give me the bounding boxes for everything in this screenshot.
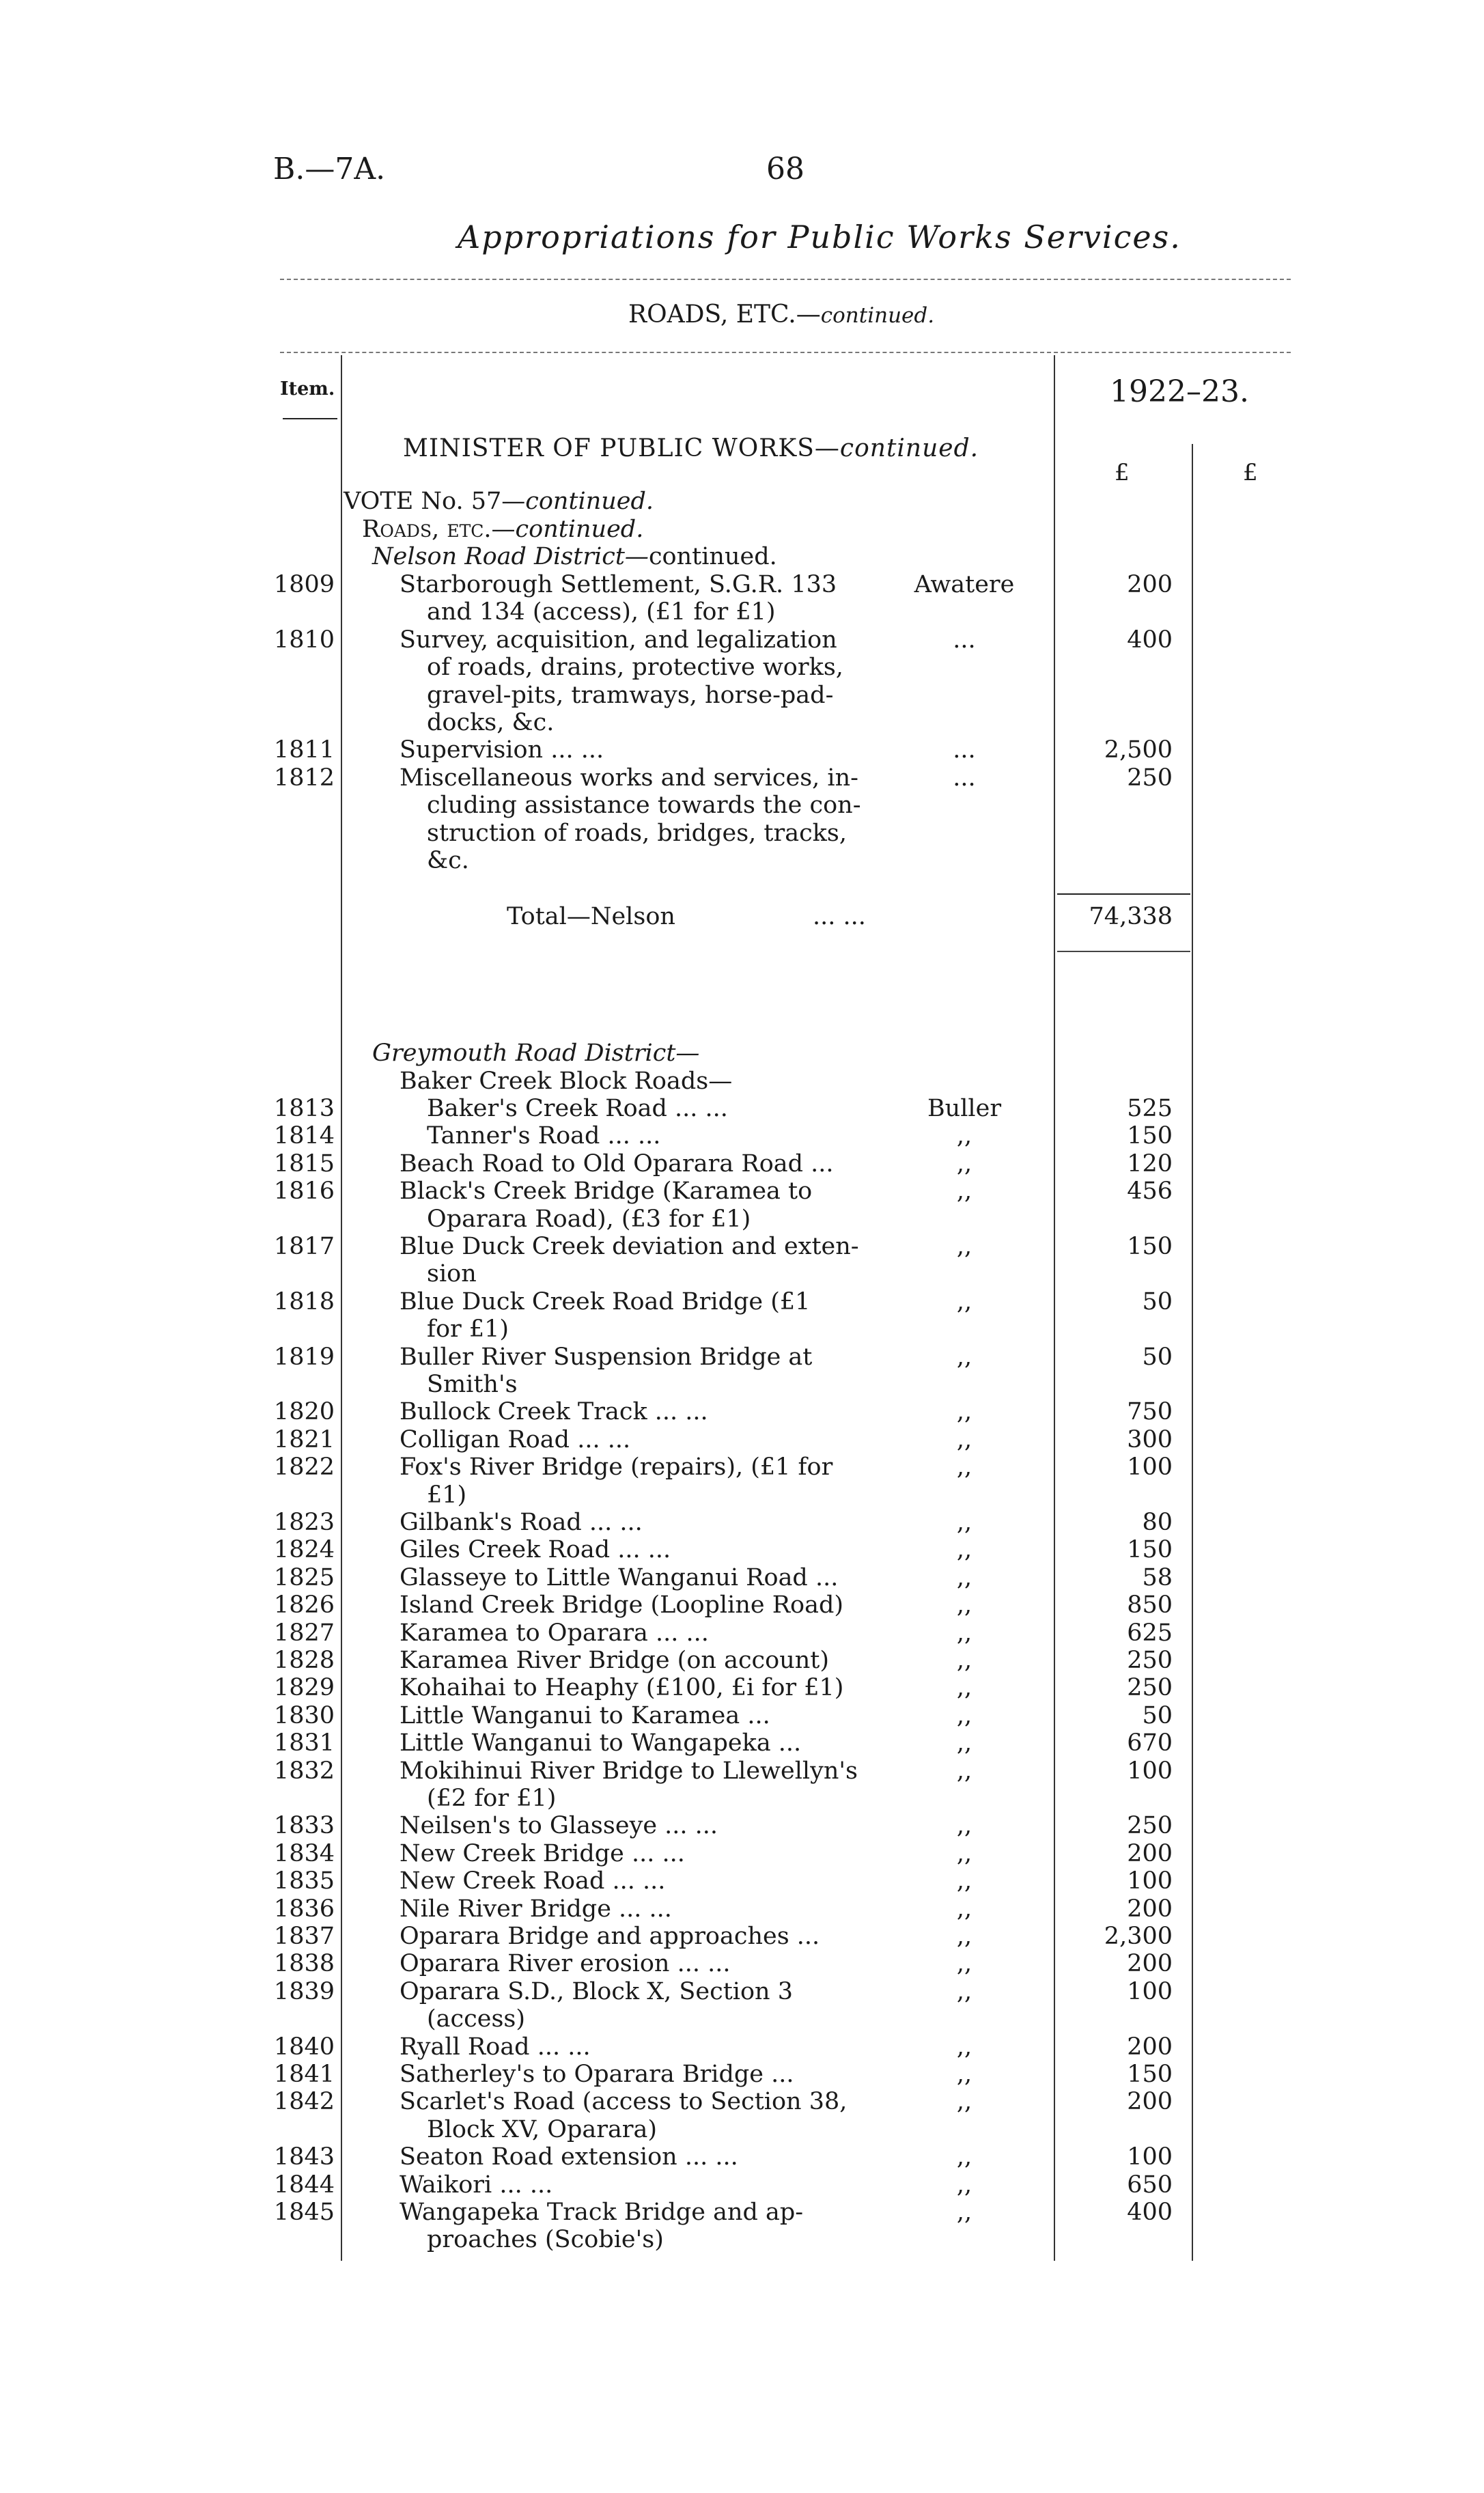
item-amount: 850: [1127, 1591, 1173, 1619]
item-amount: 200: [1127, 2033, 1173, 2061]
item-description: Gilbank's Road ... ...: [400, 1509, 643, 1536]
item-description: Beach Road to Old Oparara Road ...: [400, 1150, 834, 1178]
item-description: Kohaihai to Heaphy (£100, £i for £1): [400, 1674, 844, 1702]
page-number: 68: [766, 152, 804, 186]
item-location: ,,: [956, 1647, 972, 1674]
item-number: 1823: [273, 1509, 335, 1536]
item-number: 1845: [273, 2199, 335, 2226]
item-description: Scarlet's Road (access to Section 38,: [400, 2088, 848, 2116]
item-description-continued: (access): [427, 2005, 526, 2033]
item-number: 1840: [273, 2033, 335, 2061]
item-description: Giles Creek Road ... ...: [400, 1536, 671, 1564]
item-number: 1809: [273, 571, 335, 598]
item-number: 1829: [273, 1674, 335, 1702]
item-location: ,,: [956, 1398, 972, 1426]
item-location: ,,: [956, 1757, 972, 1785]
item-number: 1827: [273, 1619, 335, 1647]
item-description: Oparara River erosion ... ...: [400, 1950, 731, 1978]
item-amount: 150: [1127, 2061, 1173, 2088]
item-amount: 525: [1127, 1095, 1173, 1122]
item-description: Glasseye to Little Wanganui Road ...: [400, 1563, 839, 1591]
item-number: 1842: [273, 2088, 335, 2116]
item-number: 1837: [273, 1923, 335, 1950]
item-description: Nile River Bridge ... ...: [400, 1895, 672, 1923]
item-description: Blue Duck Creek Road Bridge (£1: [400, 1287, 811, 1315]
item-number: 1830: [273, 1701, 335, 1729]
item-location: ...: [953, 736, 976, 764]
item-number: 1812: [273, 764, 335, 792]
section-heading: ROADS, ETC.—continued.: [628, 301, 935, 329]
item-location: ,,: [956, 1839, 972, 1867]
item-amount: 456: [1127, 1178, 1173, 1206]
item-description: Seaton Road extension ... ...: [400, 2143, 738, 2171]
item-description-continued: gravel-pits, tramways, horse-pad-: [427, 681, 834, 709]
title-rule: [280, 279, 1291, 280]
item-location: ...: [953, 626, 976, 654]
item-amount: 2,300: [1104, 1923, 1173, 1950]
nelson-total-label: Total—Nelson: [507, 903, 675, 930]
item-number: 1841: [273, 2061, 335, 2088]
item-description: Wangapeka Track Bridge and ap-: [400, 2199, 804, 2226]
item-number: 1824: [273, 1536, 335, 1564]
nelson-total-dots: ... ...: [813, 903, 866, 930]
item-description: Supervision ... ...: [400, 736, 604, 764]
item-amount: 50: [1142, 1287, 1173, 1315]
item-number: 1832: [273, 1757, 335, 1785]
item-description: Colligan Road ... ...: [400, 1425, 631, 1453]
item-description: Miscellaneous works and services, in-: [400, 764, 858, 792]
item-amount: 100: [1127, 1977, 1173, 2005]
item-amount: 250: [1127, 1674, 1173, 1702]
item-location: ,,: [956, 1591, 972, 1619]
item-number: 1820: [273, 1398, 335, 1426]
item-amount: 100: [1127, 1867, 1173, 1895]
item-description-continued: &c.: [427, 847, 469, 874]
item-amount: 100: [1127, 1757, 1173, 1785]
item-number: 1815: [273, 1150, 335, 1178]
item-number: 1816: [273, 1178, 335, 1206]
pound-symbol-1: £: [1115, 459, 1130, 486]
item-amount: 750: [1127, 1398, 1173, 1426]
item-number: 1833: [273, 1812, 335, 1840]
item-description-continued: Smith's: [427, 1371, 518, 1398]
item-location: ,,: [956, 2171, 972, 2199]
item-location: ,,: [956, 1701, 972, 1729]
item-amount: 200: [1127, 1950, 1173, 1978]
item-description: New Creek Bridge ... ...: [400, 1839, 685, 1867]
item-description: Mokihinui River Bridge to Llewellyn's: [400, 1757, 858, 1785]
item-location: ,,: [956, 1674, 972, 1702]
item-location: ,,: [956, 1563, 972, 1591]
item-location: ,,: [956, 1867, 972, 1895]
item-location: ,,: [956, 2061, 972, 2088]
item-description-continued: (£2 for £1): [427, 1785, 557, 1812]
roads-heading: Roads, etc.—continued.: [362, 516, 644, 543]
item-amount: 250: [1127, 1812, 1173, 1840]
item-description: Buller River Suspension Bridge at: [400, 1343, 813, 1371]
item-number: 1826: [273, 1591, 335, 1619]
item-location: ,,: [956, 1729, 972, 1757]
item-location: ,,: [956, 1122, 972, 1150]
item-description: Fox's River Bridge (repairs), (£1 for: [400, 1453, 833, 1481]
amount-column-rule-right: [1192, 444, 1193, 2261]
item-description: Satherley's to Oparara Bridge ...: [400, 2061, 794, 2088]
item-amount: 250: [1127, 764, 1173, 792]
item-amount: 200: [1127, 1895, 1173, 1923]
item-number: 1814: [273, 1122, 335, 1150]
item-description: Waikori ... ...: [400, 2171, 553, 2199]
item-number: 1825: [273, 1563, 335, 1591]
item-number: 1813: [273, 1095, 335, 1122]
item-location: ,,: [956, 1977, 972, 2005]
table-top-rule: [280, 352, 1291, 353]
item-description: Ryall Road ... ...: [400, 2033, 591, 2061]
item-amount: 200: [1127, 571, 1173, 598]
item-number: 1818: [273, 1287, 335, 1315]
item-location: ,,: [956, 1178, 972, 1206]
item-location: ,,: [956, 1950, 972, 1978]
item-amount: 50: [1142, 1701, 1173, 1729]
item-amount: 650: [1127, 2171, 1173, 2199]
amount-column-rule-left: [1054, 355, 1055, 2261]
item-description-continued: Block XV, Oparara): [427, 2115, 658, 2143]
item-description: Little Wanganui to Wangapeka ...: [400, 1729, 802, 1757]
item-amount: 150: [1127, 1233, 1173, 1260]
item-amount: 2,500: [1104, 736, 1173, 764]
item-description: Starborough Settlement, S.G.R. 133: [400, 571, 837, 598]
item-description: Oparara Bridge and approaches ...: [400, 1923, 820, 1950]
item-description-continued: for £1): [427, 1315, 509, 1343]
item-location: ,,: [956, 1453, 972, 1481]
page-title: Appropriations for Public Works Services.: [458, 219, 1181, 255]
item-amount: 400: [1127, 2199, 1173, 2226]
item-description-continued: Oparara Road), (£3 for £1): [427, 1205, 751, 1233]
item-location: ,,: [956, 1895, 972, 1923]
item-description: Karamea River Bridge (on account): [400, 1647, 830, 1674]
item-amount: 670: [1127, 1729, 1173, 1757]
item-number: 1836: [273, 1895, 335, 1923]
item-amount: 150: [1127, 1536, 1173, 1564]
item-amount: 250: [1127, 1647, 1173, 1674]
item-description: Karamea to Oparara ... ...: [400, 1619, 709, 1647]
item-number: 1817: [273, 1233, 335, 1260]
item-number: 1819: [273, 1343, 335, 1371]
item-description: Little Wanganui to Karamea ...: [400, 1701, 770, 1729]
item-amount: 100: [1127, 2143, 1173, 2171]
document-reference: B.—7A.: [273, 152, 386, 186]
item-location: ,,: [956, 1150, 972, 1178]
item-number: 1821: [273, 1425, 335, 1453]
item-description: Neilsen's to Glasseye ... ...: [400, 1812, 718, 1840]
item-amount: 50: [1142, 1343, 1173, 1371]
item-number: 1828: [273, 1647, 335, 1674]
pound-symbol-2: £: [1243, 459, 1258, 486]
item-description-continued: docks, &c.: [427, 709, 555, 736]
item-location: ,,: [956, 1536, 972, 1564]
total-top-rule: [1057, 893, 1190, 895]
item-location: ,,: [956, 1287, 972, 1315]
item-location: ,,: [956, 1812, 972, 1840]
vote-heading: VOTE No. 57—continued.: [344, 488, 654, 515]
item-number: 1843: [273, 2143, 335, 2171]
item-location: Awatere: [914, 571, 1015, 598]
item-description: Baker's Creek Road ... ...: [427, 1095, 728, 1122]
item-description-continued: £1): [427, 1481, 467, 1509]
item-number: 1844: [273, 2171, 335, 2199]
item-description: New Creek Road ... ...: [400, 1867, 666, 1895]
item-number: 1839: [273, 1977, 335, 2005]
item-description: Tanner's Road ... ...: [427, 1122, 661, 1150]
item-description: Bullock Creek Track ... ...: [400, 1398, 708, 1426]
item-location: ,,: [956, 2199, 972, 2226]
item-location: ,,: [956, 1233, 972, 1260]
greymouth-district-heading: Greymouth Road District—: [372, 1040, 700, 1067]
item-description-continued: sion: [427, 1260, 477, 1288]
item-description-continued: cluding assistance towards the con-: [427, 792, 861, 820]
item-amount: 625: [1127, 1619, 1173, 1647]
item-number: 1838: [273, 1950, 335, 1978]
item-description: Black's Creek Bridge (Karamea to: [400, 1178, 813, 1206]
item-amount: 200: [1127, 1839, 1173, 1867]
item-amount: 400: [1127, 626, 1173, 654]
item-description: Island Creek Bridge (Loopline Road): [400, 1591, 844, 1619]
item-number: 1834: [273, 1839, 335, 1867]
item-column-header: Item.: [280, 378, 335, 400]
item-number: 1831: [273, 1729, 335, 1757]
item-location: ,,: [956, 2033, 972, 2061]
item-location: ,,: [956, 1509, 972, 1536]
item-amount: 200: [1127, 2088, 1173, 2116]
total-bottom-rule: [1057, 951, 1190, 952]
item-description-continued: struction of roads, bridges, tracks,: [427, 819, 847, 847]
item-amount: 150: [1127, 1122, 1173, 1150]
nelson-total-amount: 74,338: [1089, 903, 1173, 930]
item-description-continued: proaches (Scobie's): [427, 2226, 664, 2254]
item-description-continued: of roads, drains, protective works,: [427, 654, 843, 682]
item-number: 1835: [273, 1867, 335, 1895]
item-location: ,,: [956, 1923, 972, 1950]
item-number: 1822: [273, 1453, 335, 1481]
year-column-header: 1922–23.: [1110, 374, 1249, 409]
item-amount: 120: [1127, 1150, 1173, 1178]
item-description: Oparara S.D., Block X, Section 3: [400, 1977, 793, 2005]
item-location: ,,: [956, 1425, 972, 1453]
item-amount: 300: [1127, 1425, 1173, 1453]
item-location: ,,: [956, 2088, 972, 2116]
item-location: Buller: [927, 1095, 1002, 1122]
item-number: 1810: [273, 626, 335, 654]
item-location: ,,: [956, 2143, 972, 2171]
item-header-rule: [283, 418, 337, 419]
item-description-continued: and 134 (access), (£1 for £1): [427, 598, 776, 626]
item-amount: 100: [1127, 1453, 1173, 1481]
baker-creek-subheading: Baker Creek Block Roads—: [400, 1068, 733, 1095]
item-location: ...: [953, 764, 976, 792]
item-description: Blue Duck Creek deviation and exten-: [400, 1233, 859, 1260]
item-amount: 80: [1142, 1509, 1173, 1536]
item-description: Survey, acquisition, and legalization: [400, 626, 837, 654]
item-amount: 58: [1142, 1563, 1173, 1591]
item-location: ,,: [956, 1619, 972, 1647]
item-column-rule: [341, 355, 342, 2261]
nelson-district-heading: Nelson Road District—continued.: [372, 543, 777, 570]
minister-heading: MINISTER OF PUBLIC WORKS—continued.: [403, 434, 979, 462]
item-number: 1811: [273, 736, 335, 764]
item-location: ,,: [956, 1343, 972, 1371]
